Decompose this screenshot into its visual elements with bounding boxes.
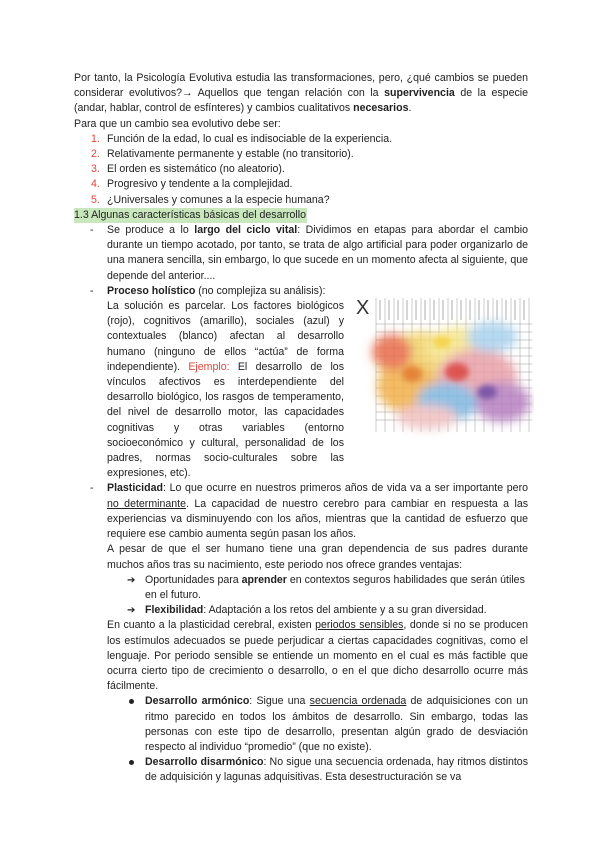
ventaja-item: ➔ Flexibilidad: Adaptación a los retos del ambiente y a su gran diversidad. xyxy=(74,603,528,618)
intro-lead: Para que un cambio sea evolutivo debe ser: xyxy=(74,117,281,130)
periodos-sensibles-paragraph: En cuanto a la plasticidad cerebral, existen periodos sensibles, donde si no se producen los estímulos adecuados se puede perjudicar a ciertas capacidades cognitivas, como el lenguaje. Por periodo sensible se entiende un momento en el cual es más factible que ocurra cierto tipo de crecimiento o desarrollo, o en el que dicho desarrollo ocurre más fácilmente. xyxy=(107,619,529,693)
list-item: 4. Progresivo y tendente a la complejidad. xyxy=(91,178,293,191)
dash-bullet: - xyxy=(90,482,94,495)
list-item: 2. Relativamente permanente y estable (no transitorio). xyxy=(91,148,354,161)
arrow-icon: ➔ xyxy=(127,605,136,617)
list-item: 5. ¿Universales y comunes a la especie humana? xyxy=(91,193,330,206)
desarrollo-disarmonico-item: Desarrollo disarmónico: No sigue una secuencia ordenada, hay ritmos distintos de adquisición y lagunas adquisitivas. Esta desestructuración se va xyxy=(74,755,528,785)
ciclo-vital-item: - Se produce a lo largo del ciclo vital: Dividimos en etapas para abordar el cambio durante un tiempo acotado, por tanto, se trata de algo artificial para poder organizarlo de una manera sencilla, sin embargo, lo que sucede en un momento afecta al siguiente, que depende del anterior.... xyxy=(90,224,529,282)
document-page xyxy=(74,71,528,786)
conditions-list xyxy=(74,132,528,208)
bullet-dot xyxy=(129,760,134,765)
plasticidad-item: - Plasticidad: Lo que ocurre en nuestros primeros años de vida va a ser importante pero no determinante. La capacidad de nuestro cerebro para cambiar en respuesta a las experiencias va disminuyendo con los años, mientras que la cantidad de esfuerzo que requiere ese cambio aumenta según pasan los años. A pesar de que el ser humano tiene una gran dependencia de sus padres durante muchos años tras su nacimiento, este periodo nos ofrece grandes ventajas: xyxy=(90,482,529,571)
holistico-block: - Proceso holístico (no complejiza su análisis): La solución es parcelar. Los factores biológicos (rojo), cognitivos (amarillo), sociales (azul) y contextuales (blanco) afectan al desarrollo humano (ninguno de ellos “actúa” de forma independiente). Ejemplo: El desarrollo de los vínculos afectivos es interdependiente del desarrollo biológico, los rasgos de temperamento, del nivel de desarrollo motor, las capacidades cognitivas y otras variables (entorno socioeconómico y cultural, personalidad de los padres, normas socio-culturales sobre las expresiones, etc). X xyxy=(74,284,528,482)
figure-letter: X xyxy=(356,296,370,319)
dash-bullet: - xyxy=(90,224,94,237)
list-item: 1. Función de la edad, lo cual es indisociable de la experiencia. xyxy=(91,132,393,145)
arrow-symbol: → xyxy=(182,87,193,100)
header-ticks xyxy=(380,300,524,320)
ejemplo-label: Ejemplo: xyxy=(188,360,230,373)
arrow-icon: ➔ xyxy=(127,574,136,586)
watercolor-matrix-image xyxy=(352,292,534,442)
holistic-figure xyxy=(352,292,534,482)
ventaja-item: ➔ Oportunidades para aprender en contextos seguros habilidades que serán útiles en el futuro. xyxy=(127,573,525,601)
list-item: 3. El orden es sistemático (no aleatorio). xyxy=(91,163,285,176)
dash-bullet: - xyxy=(90,284,94,297)
intro-paragraph: Por tanto, la Psicología Evolutiva estudia las transformaciones, pero, ¿qué cambios se pueden considerar evolutivos?→ Aquellos que tengan relación con la supervivencia de la especie (andar, hablar, control de esfínteres) y cambios cualitativos necesarios. xyxy=(74,72,529,115)
section-title: 1.3 Algunas características básicas del desarrollo xyxy=(74,208,528,223)
bullet-dot xyxy=(129,699,134,704)
desarrollo-armonico-item: Desarrollo armónico: Sigue una secuencia ordenada de adquisiciones con un ritmo parecido en todos los ámbitos de desarrollo. Sin embargo, todas las personas con este tipo de desarrollo, presentan algún grado de desviación respecto al individuo “promedio” (que no existe). xyxy=(74,694,528,755)
